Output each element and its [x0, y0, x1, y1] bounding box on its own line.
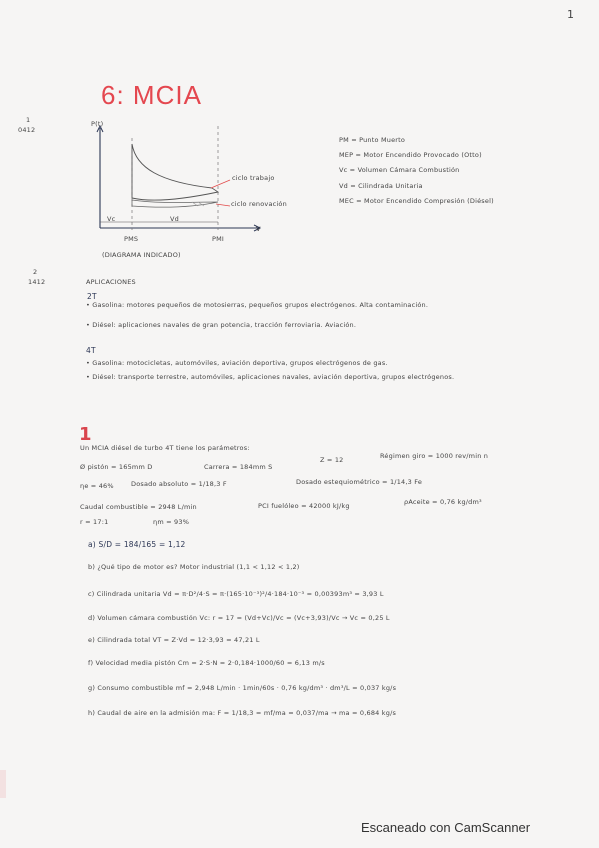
pump-cycle-loop — [132, 200, 218, 207]
param-stoich-ratio: Dosado estequiométrico = 1/14,3 Fe — [296, 478, 423, 486]
scan-edge-mark — [0, 770, 6, 798]
page-title: 6: MCIA — [101, 80, 202, 110]
work-cycle-loop — [132, 144, 218, 200]
legend-item: PM = Punto Muerto — [339, 136, 406, 144]
param-density: ρAceite = 0,76 kg/dm³ — [404, 498, 482, 506]
margin-note-1-num: 1 — [26, 116, 31, 124]
diagram-vd-label: Vd — [170, 215, 179, 223]
param-stroke: Carrera = 184mm S — [204, 463, 273, 471]
pv-diagram — [80, 118, 280, 258]
answer-b: b) ¿Qué tipo de motor es? Motor industrial (1,1 < 1,12 < 1,2) — [88, 563, 300, 571]
param-cylinders: Z = 12 — [320, 456, 344, 464]
work-cycle-arrow — [211, 180, 230, 188]
diagram-caption: (DIAGRAMA INDICADO) — [102, 251, 181, 259]
param-bore: Ø pistón = 165mm D — [80, 463, 153, 471]
four-stroke-gasoline: • Gasolina: motocicletas, automóviles, aviación deportiva, grupos electrógenos de gas. — [86, 359, 388, 367]
param-pci: PCI fuelóleo = 42000 kJ/kg — [258, 502, 350, 510]
margin-note-2-sub: 1412 — [28, 278, 46, 286]
legend-item: MEP = Motor Encendido Provocado (Otto) — [339, 151, 482, 159]
diagram-x-label: V — [256, 225, 261, 233]
margin-note-1-sub: 0412 — [18, 126, 36, 134]
answer-d: d) Volumen cámara combustión Vc: r = 17 = (Vd+Vc)/Vc = (Vc+3,93)/Vc → Vc = 0,25 L — [88, 614, 390, 622]
diagram-pms-label: PMS — [124, 235, 139, 243]
legend-item: Vc = Volumen Cámara Combustión — [339, 166, 460, 174]
four-stroke-diesel: • Diésel: transporte terrestre, automóviles, aplicaciones navales, aviación deportiva, grupos electrógenos. — [86, 373, 455, 381]
diagram-vc-label: Vc — [107, 215, 116, 223]
four-stroke-label: 4T — [86, 346, 96, 355]
param-absolute-ratio: Dosado absoluto = 1/18,3 F — [131, 480, 227, 488]
param-mech-efficiency: ηm = 93% — [153, 518, 190, 526]
margin-note-2-num: 2 — [33, 268, 38, 276]
diagram-y-label: P(t) — [91, 120, 104, 128]
answer-f: f) Velocidad media pistón Cm = 2·S·N = 2·0,184·1000/60 = 6,13 m/s — [88, 659, 325, 667]
param-compression: r = 17:1 — [80, 518, 109, 526]
answer-e: e) Cilindrada total VT = Z·Vd = 12·3,93 = 47,21 L — [88, 636, 260, 644]
param-fuel-flow: Caudal combustible = 2948 L/min — [80, 503, 197, 511]
diagram-pmi-label: PMI — [212, 235, 225, 243]
exercise-number: 1 — [79, 424, 92, 445]
exercise-statement: Un MCIA diésel de turbo 4T tiene los parámetros: — [80, 444, 250, 452]
applications-heading: APLICACIONES — [86, 278, 136, 286]
param-rpm: Régimen giro = 1000 rev/min n — [380, 452, 489, 460]
legend-item: Vd = Cilindrada Unitaria — [339, 182, 423, 190]
page-number: 1 — [567, 8, 574, 21]
two-stroke-diesel: • Diésel: aplicaciones navales de gran potencia, tracción ferroviaria. Aviación. — [86, 321, 357, 329]
param-efficiency: ηe = 46% — [80, 482, 114, 490]
answer-h: h) Caudal de aire en la admisión ma: F = 1/18,3 = mf/ma = 0,037/ma → ma = 0,684 kg/s — [88, 709, 397, 717]
work-cycle-label: ciclo trabajo — [232, 174, 275, 182]
legend-item: MEC = Motor Encendido Compresión (Diésel) — [339, 197, 494, 205]
answer-a: a) S/D = 184/165 = 1,12 — [88, 540, 186, 549]
scanner-watermark: Escaneado con CamScanner — [361, 820, 531, 835]
two-stroke-gasoline: • Gasolina: motores pequeños de motosierras, pequeños grupos electrógenos. Alta contaminación. — [86, 301, 429, 309]
pump-cycle-label: ciclo renovación — [231, 200, 287, 208]
two-stroke-label: 2T — [87, 292, 97, 301]
answer-c: c) Cilindrada unitaria Vd = π·D²/4·S = π·(165·10⁻³)²/4·184·10⁻³ = 0,00393m³ = 3,93 L — [88, 590, 384, 598]
answer-g: g) Consumo combustible mf = 2,948 L/min · 1min/60s · 0,76 kg/dm³ · dm³/L = 0,037 kg/s — [88, 684, 397, 692]
